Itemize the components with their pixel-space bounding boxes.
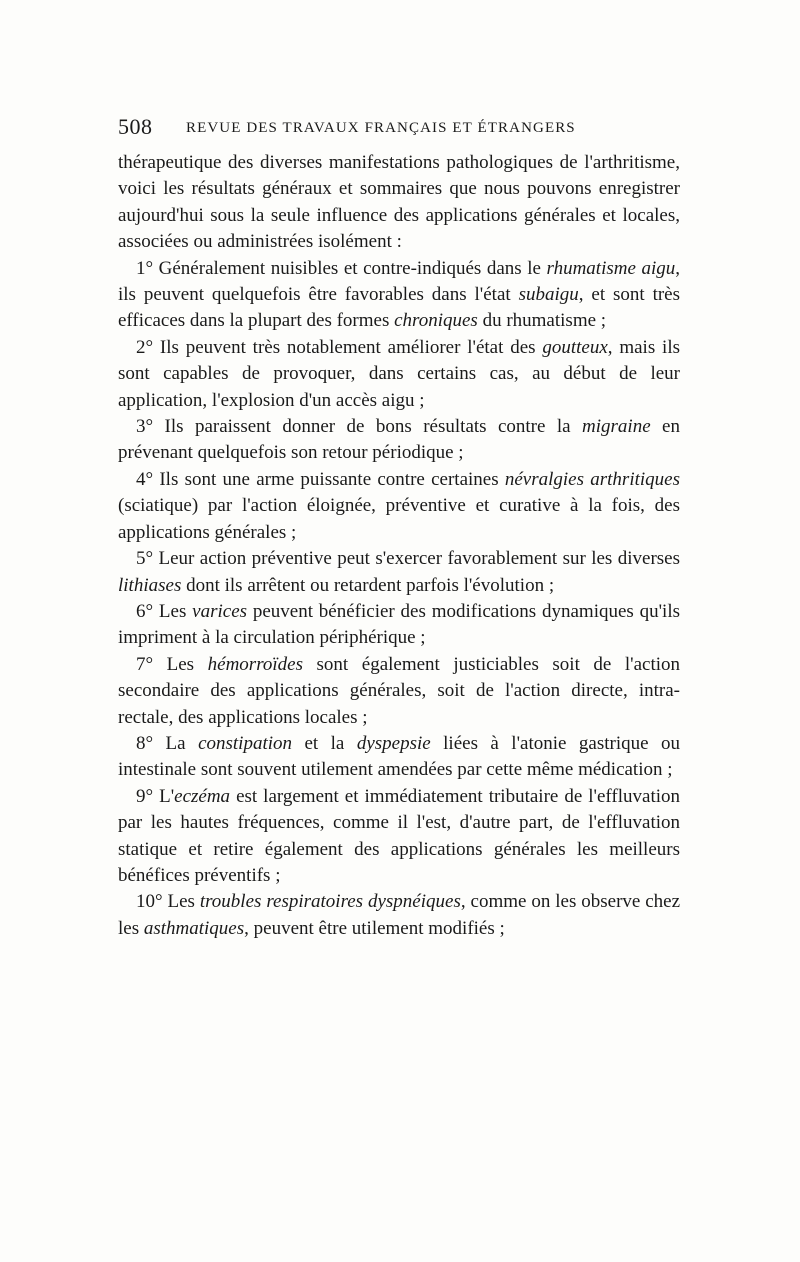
text-run: liées à l'atonie gastrique ou intestinale sont souvent utilement amendées par cette même médication ;: [118, 732, 680, 781]
italic-term: constipation: [198, 732, 293, 754]
text-run: 3° Ils paraissent donner de bons résultats contre la: [136, 416, 583, 438]
italic-term: troubles respiratoires dyspnéiques: [199, 891, 461, 913]
text-run: 4° Ils sont une arme puissante contre certaines: [136, 468, 505, 490]
text-run: , peuvent être utilement modifiés ;: [244, 917, 505, 939]
italic-term: varices: [192, 600, 248, 622]
paragraph-item-5: [118, 546, 680, 599]
paragraph-item-8: [118, 731, 680, 784]
text-run: thérapeutique des diverses manifestations pathologiques de l'arthritisme, voici les résultats généraux et sommaires que nous pouvons enregistrer aujourd'hui sous la seule influence des applications générales et locales, associées ou administrées isolément :: [118, 152, 680, 253]
text-run: 10° Les: [136, 891, 200, 913]
paragraph-item-7: [118, 652, 680, 731]
text-run: , et sont très efficaces dans la plupart des formes: [118, 284, 680, 332]
body-text: [118, 150, 680, 942]
paragraph-item-6: [118, 599, 680, 652]
italic-term: eczéma: [174, 785, 231, 807]
paragraph-item-1: [118, 256, 680, 335]
text-run: est largement et immédiatement tributaire de l'effluvation par les hautes fréquences, comme il l'est, d'autre part, de l'effluvation statique et retire également des applications générales les meilleurs bénéfices préventifs ;: [118, 785, 680, 886]
text-run: , mais ils sont capables de provoquer, dans certains cas, au début de leur application, l'explosion d'un accès aigu ;: [118, 336, 680, 411]
italic-term: goutteux: [542, 336, 608, 358]
italic-term: dyspepsie: [356, 732, 431, 754]
italic-term: lithiases: [118, 574, 182, 596]
text-run: , comme on les observe chez les: [118, 891, 681, 939]
running-title: REVUE DES TRAVAUX FRANÇAIS ET ÉTRANGERS: [186, 120, 576, 136]
text-run: sont également justiciables soit de l'action secondaire des applications générales, soit de l'action directe, intra-rectale, des applications locales ;: [118, 653, 681, 728]
text-run: du rhumatisme ;: [477, 310, 607, 332]
page-number: 508: [118, 114, 153, 139]
text-run: dont ils arrêtent ou retardent parfois l'évolution ;: [181, 574, 555, 596]
text-run: 1° Généralement nuisibles et contre-indiqués dans le: [136, 257, 547, 279]
italic-term: chroniques: [394, 310, 478, 332]
text-run: 6° Les: [136, 600, 193, 622]
italic-term: asthmatiques: [143, 917, 245, 939]
paragraph-item-9: [118, 784, 680, 890]
text-run: , ils peuvent quelquefois être favorables dans l'état: [118, 257, 680, 306]
text-run: (sciatique) par l'action éloignée, préventive et curative à la fois, des applications générales ;: [118, 495, 680, 543]
text-run: et la: [292, 732, 357, 754]
italic-term: névralgies arthritiques: [504, 468, 680, 490]
text-run: 2° Ils peuvent très notablement améliorer l'état des: [136, 336, 543, 358]
text-run: peuvent bénéficier des modifications dynamiques qu'ils impriment à la circulation périphérique ;: [118, 600, 680, 649]
italic-term: hémorroïdes: [207, 653, 303, 675]
text-run: 5° Leur action préventive peut s'exercer favorablement sur les diverses: [136, 548, 680, 570]
paragraph-intro: [118, 150, 680, 256]
italic-term: subaigu: [518, 284, 579, 306]
paragraph-item-3: [118, 414, 680, 467]
italic-term: rhumatisme aigu: [546, 257, 676, 279]
paragraph-item-2: [118, 335, 680, 414]
italic-term: migraine: [582, 416, 651, 438]
text-run: 9° L': [136, 785, 175, 807]
text-run: en prévenant quelquefois son retour périodique ;: [118, 416, 680, 464]
text-run: 7° Les: [136, 653, 208, 675]
text-run: 8° La: [136, 732, 199, 754]
page-header: [118, 114, 680, 144]
paragraph-item-10: [118, 889, 680, 942]
paragraph-item-4: [118, 467, 680, 546]
